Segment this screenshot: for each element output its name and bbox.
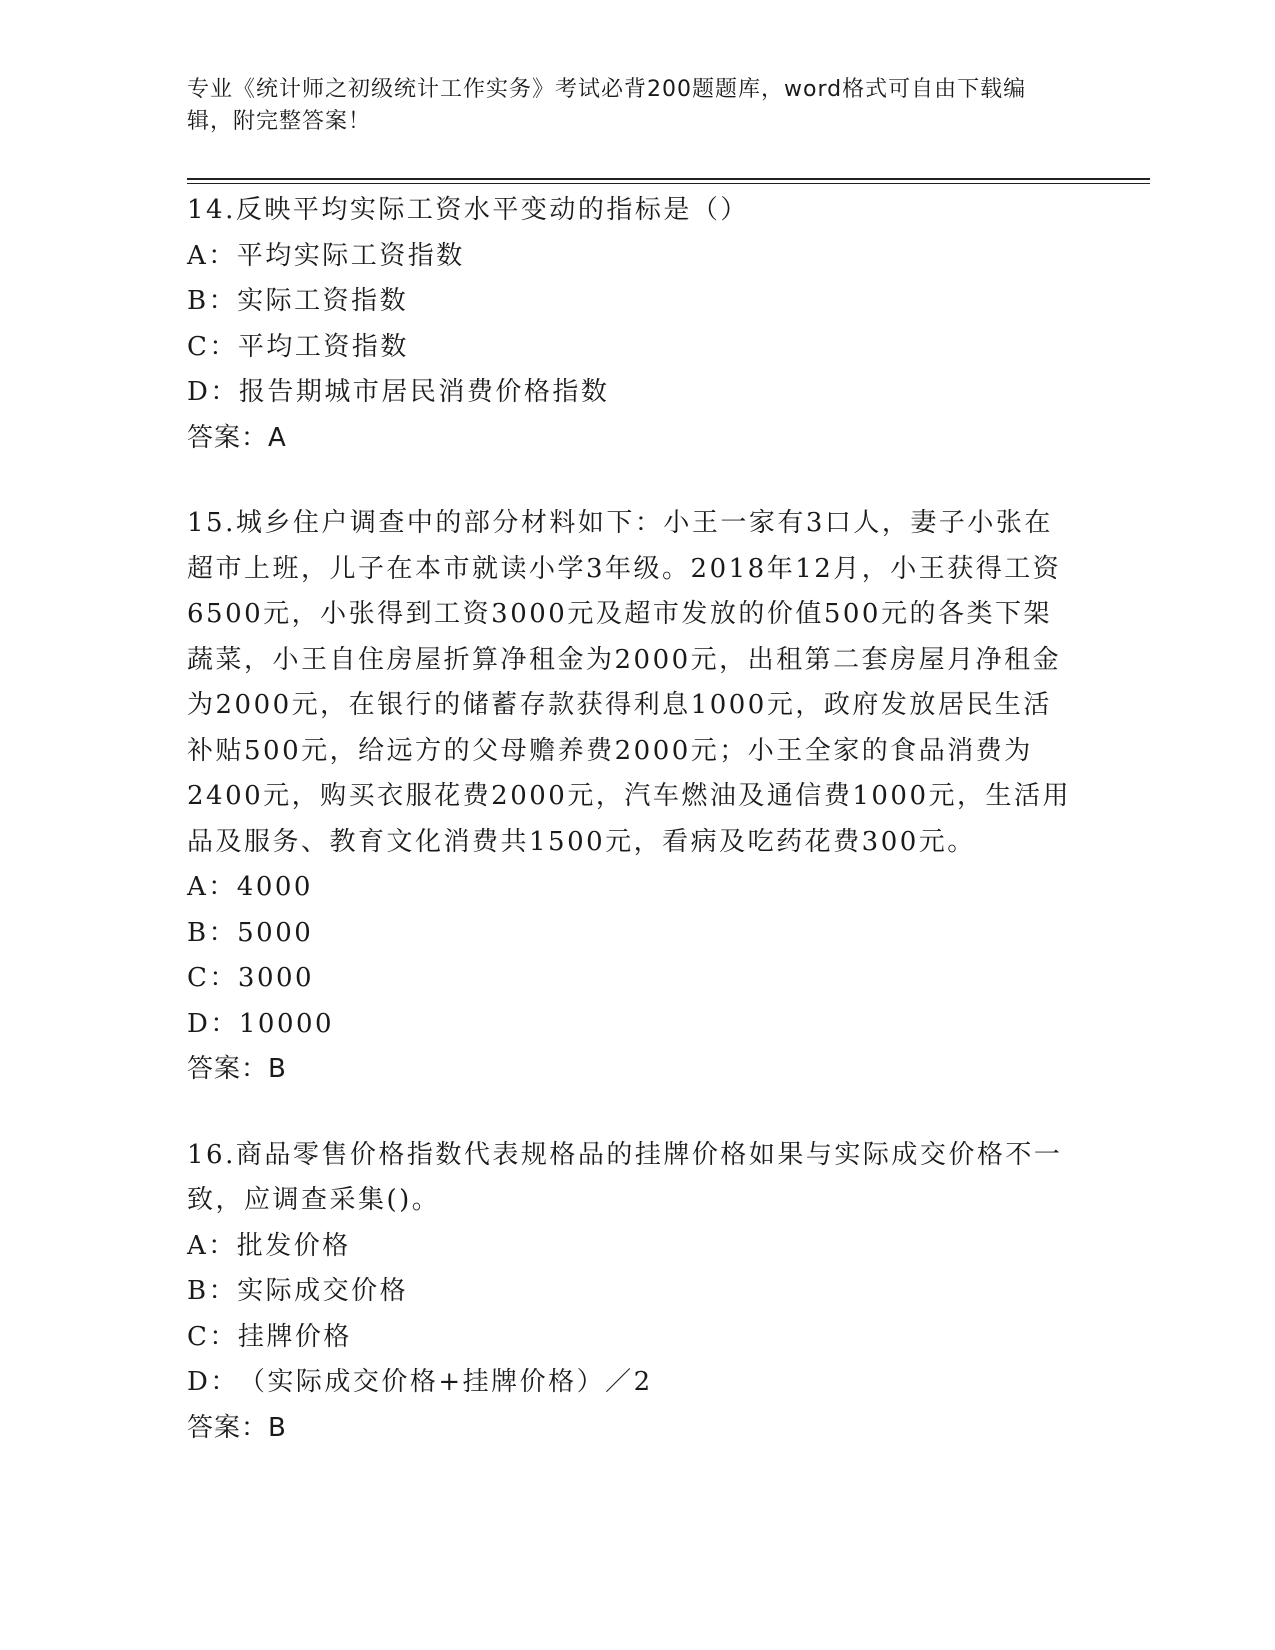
option-d [187,1002,1077,1048]
question-stem: 16.商品零售价格指数代表规格品的挂牌价格如果与实际成交价格不一致，应调查采集()。 [187,1139,1063,1215]
answer-line: 答案：A [187,422,287,453]
option-text: 实际工资指数 [237,286,409,316]
option-text: 3000 [237,963,315,993]
option-c [187,1315,1077,1361]
answer-line: 答案：B [187,1054,287,1084]
option-a [187,234,1077,280]
question-list [187,188,1077,1491]
question-15 [187,501,1077,1093]
option-text: 批发价格 [236,1230,351,1261]
option-a [187,1224,1077,1270]
option-letter: B： [187,917,238,948]
option-text: （实际成交价格+挂牌价格）／2 [238,1367,653,1397]
option-text: 10000 [238,1008,335,1039]
option-b [187,911,1077,957]
option-d [187,370,1077,416]
option-b [187,1269,1077,1315]
option-a [187,865,1077,911]
header-divider-thin [187,183,1150,184]
question-stem: 15.城乡住户调查中的部分材料如下：小王一家有3口人，妻子小张在超市上班，儿子在本市就读小学3年级。2018年12月，小王获得工资6500元，小张得到工资3000元及超市发放的价值500元的各类下架蔬菜，小王自住房屋折算净租金为2000元，出租第二套房屋月净租金为2000元，在银行的储蓄存款获得利息1000元，政府发放居民生活补贴500元，给远方的父母赡养费2000元；小王全家的食品消费为2400元，购买衣服花费2000元，汽车燃油及通信费1000元，生活用品及服务、教育文化消费共1500元，看病及吃药花费300元。 [187,508,1072,857]
question-14 [187,188,1077,461]
option-letter: D： [187,377,239,407]
header-divider-thick [187,178,1150,180]
option-letter: B： [187,286,238,316]
option-letter: A： [187,872,237,902]
option-letter: C： [187,331,238,362]
option-letter: A： [187,1230,237,1261]
question-stem: 14.反映平均实际工资水平变动的指标是（） [187,195,749,225]
option-c [187,956,1077,1002]
option-text: 报告期城市居民消费价格指数 [238,377,610,407]
option-letter: D： [187,1367,239,1397]
option-text: 挂牌价格 [237,1321,352,1352]
question-16 [187,1133,1077,1452]
option-text: 实际成交价格 [237,1276,409,1306]
option-text: 4000 [236,872,313,902]
option-d [187,1360,1077,1406]
option-letter: C： [187,1321,238,1352]
option-b [187,279,1077,325]
option-c [187,325,1077,371]
option-letter: A： [187,240,237,271]
option-letter: C： [187,963,238,993]
option-text: 5000 [237,917,314,948]
option-text: 平均实际工资指数 [236,240,465,271]
answer-line: 答案：B [187,1412,287,1443]
option-text: 平均工资指数 [237,331,409,362]
option-letter: B： [187,1276,238,1306]
option-letter: D： [187,1008,239,1039]
document-header: 专业《统计师之初级统计工作实务》考试必背200题题库，word格式可自由下载编辑，附完整答案！ [187,77,1027,134]
